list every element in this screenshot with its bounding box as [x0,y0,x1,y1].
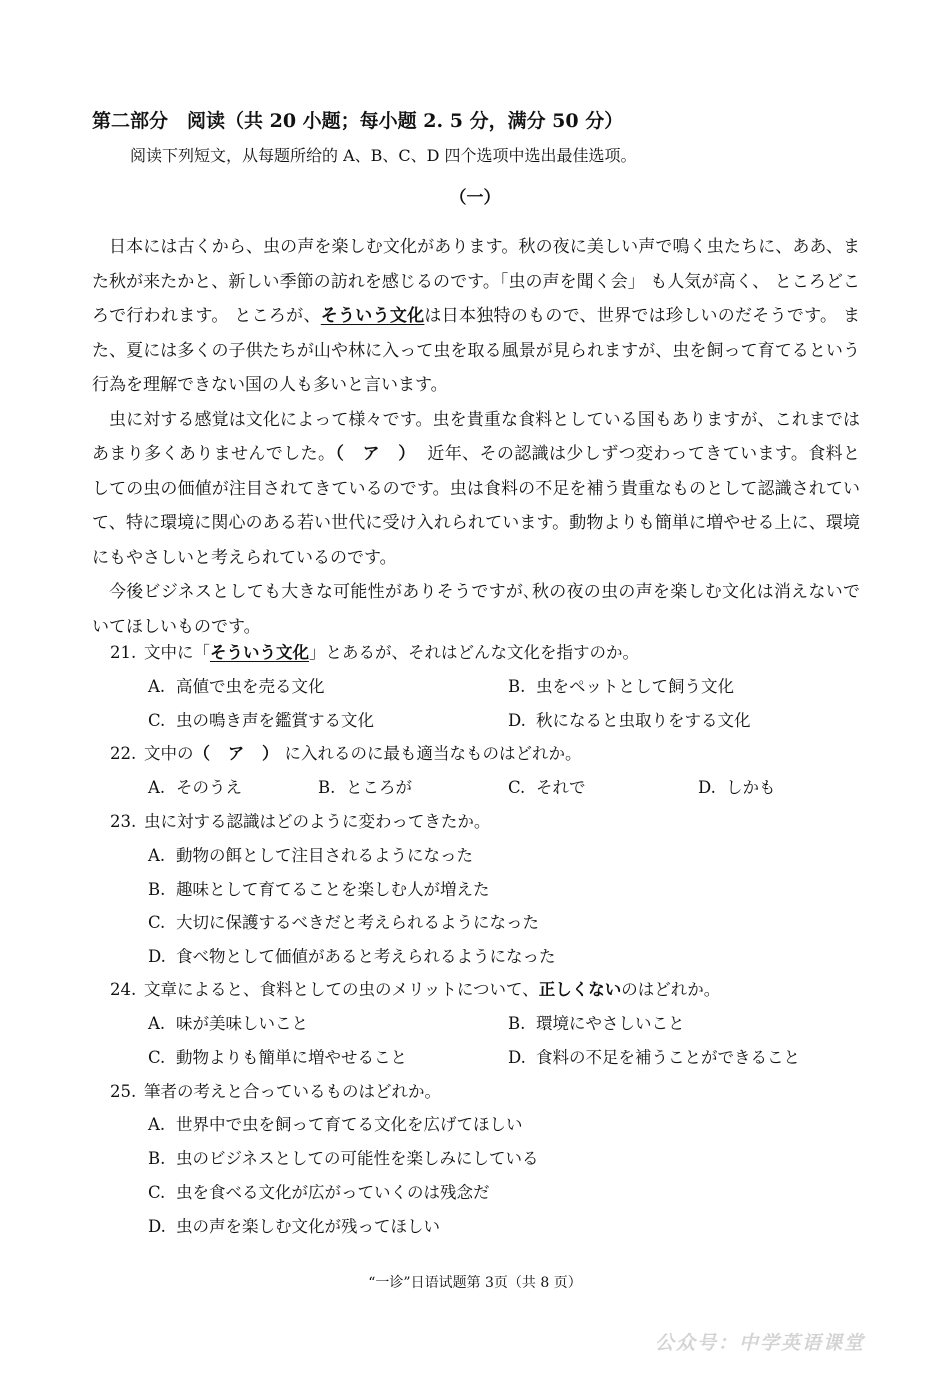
question-text: 」とあるが、それはどんな文化を指すのか。 [309,643,639,662]
option-letter: C. [148,1048,166,1067]
option-letter: A. [148,778,166,797]
paragraph-text: 今後ビジネスとしても大きな可能性がありそうですが､秋の夜の虫の声を楽しむ文化は消えないでいてほしいものです。 [92,582,860,637]
option-letter: C. [148,711,166,730]
question-text: のはどれか。 [621,980,721,999]
question-number: 23. [110,812,137,831]
q23-option-d[interactable] [148,943,556,967]
paragraph-text: は日本独特のもので、世界では珍しいのだそうです。 また、夏には多くの子供たちが山や林に入って虫を取る風景が見られますが、虫を飼って育てるという行為を理解できない国の人も多いと言います。 [92,306,861,395]
option-letter: D. [148,947,166,966]
option-text: 虫のビジネスとしての可能性を楽しみにしている [176,1149,539,1168]
q24-option-a[interactable] [148,1010,308,1034]
section-title: 第二部分 阅读（共 20 小题；每小题 2. 5 分，满分 50 分） [92,110,624,132]
option-text: ところが [346,778,412,797]
passage-number: （一） [449,188,501,208]
page-footer: “一诊”日语试题第 3页（共 8 页） [368,1275,582,1291]
option-text: 虫を食べる文化が広がっていくのは残念だ [176,1183,490,1202]
q23-option-a[interactable] [148,842,473,866]
option-text: 味が美味しいこと [176,1014,308,1033]
q21-option-d[interactable] [508,707,751,731]
option-text: 秋になると虫取りをする文化 [536,711,751,730]
paragraph-3 [92,575,860,644]
q22-option-c[interactable] [508,774,586,798]
option-text: 動物よりも簡単に増やせること [176,1048,407,1067]
option-text: しかも [726,778,776,797]
blank-marker: （ ア ） [193,744,285,763]
underlined-phrase: そういう文化 [210,643,309,662]
underlined-phrase: そういう文化 [320,306,425,326]
question-text: 虫に対する認識はどのように変わってきたか。 [144,812,491,831]
q25-option-d[interactable] [148,1213,440,1237]
option-text: 虫の鳴き声を鑑賞する文化 [176,711,374,730]
option-text: 高値で虫を売る文化 [176,677,325,696]
reading-passage [92,230,860,644]
paragraph-text: 日本には古くから、虫の声を楽しむ文化があります。秋の夜に美しい声で鳴く虫たちに、ああ、また秋が来たかと、新しい季節の訪れを感じるのです。「虫の声を聞く会」 も人気が高く、 ところどころで行われます。 ところが、 [92,237,860,326]
option-letter: B. [318,778,336,797]
option-letter: C. [148,1183,166,1202]
q21-option-a[interactable] [148,673,325,697]
question-number: 22. [110,744,137,763]
option-letter: D. [148,1217,166,1236]
question-22 [110,740,582,764]
question-21 [110,639,639,663]
option-letter: C. [508,778,526,797]
q22-option-b[interactable] [318,774,412,798]
blank-marker: （ ア ） [335,444,422,464]
option-letter: D. [508,711,526,730]
option-letter: B. [508,677,526,696]
emphasized-text: 正しくない [538,980,622,999]
q23-option-b[interactable] [148,876,490,900]
question-23 [110,808,490,832]
q25-option-c[interactable] [148,1179,490,1203]
paragraph-text: 虫に対する感覚は文化によって様々です。虫を貴重な食料としている国もありますが、これまではあまり多くありませんでした。 [92,409,860,464]
paragraph-text: 近年、その認識は少しずつ変わってきています。食料としての虫の価値が注目されてきているのです。虫は食料の不足を補う貴重なものとして認識されていて、特に環境に関心のある若い世代に受け入れられています。動物よりも簡単に増やせる上に、環境にもやさしいと考えられているのです。 [92,444,861,568]
option-text: 虫の声を楽しむ文化が残ってほしい [176,1217,440,1236]
option-letter: A. [148,1115,166,1134]
q24-option-c[interactable] [148,1044,407,1068]
question-number: 25. [110,1082,137,1101]
q22-option-d[interactable] [698,774,776,798]
question-text: に入れるのに最も適当なものはどれか。 [284,744,582,763]
option-text: 世界中で虫を飼って育てる文化を広げてほしい [176,1115,523,1134]
option-letter: A. [148,677,166,696]
option-text: それで [536,778,586,797]
q24-option-b[interactable] [508,1010,685,1034]
option-letter: B. [148,880,166,899]
q24-option-d[interactable] [508,1044,800,1068]
option-letter: B. [148,1149,166,1168]
option-text: 虫をペットとして飼う文化 [536,677,734,696]
option-text: 食べ物として価値があると考えられるようになった [176,947,556,966]
q21-option-c[interactable] [148,707,374,731]
question-25 [110,1078,441,1102]
question-text: 文中に「 [144,643,210,662]
option-text: 動物の餌として注目されるようになった [176,846,473,865]
option-text: そのうえ [176,778,242,797]
question-24 [110,976,720,1000]
paragraph-2 [92,403,860,576]
q25-option-a[interactable] [148,1111,523,1135]
option-text: 食料の不足を補うことができること [536,1048,800,1067]
option-letter: B. [508,1014,526,1033]
option-letter: D. [508,1048,526,1067]
option-letter: C. [148,913,166,932]
option-letter: A. [148,846,166,865]
q23-option-c[interactable] [148,909,539,933]
option-letter: A. [148,1014,166,1033]
watermark: 公众号：中学英语课堂 [655,1332,866,1354]
option-text: 趣味として育てることを楽しむ人が増えた [176,880,490,899]
instruction: 阅读下列短文，从每题所给的 A、B、C、D 四个选项中选出最佳选项。 [130,146,637,165]
question-number: 24. [110,980,137,999]
question-number: 21. [110,643,137,662]
paragraph-1 [92,230,860,403]
question-text: 文章によると、食料としての虫のメリットについて、 [144,980,539,999]
option-letter: D. [698,778,716,797]
q21-option-b[interactable] [508,673,734,697]
question-text: 文中の [144,744,194,763]
option-text: 環境にやさしいこと [536,1014,685,1033]
question-text: 筆者の考えと合っているものはどれか。 [144,1082,441,1101]
q22-option-a[interactable] [148,774,242,798]
option-text: 大切に保護するべきだと考えられるようになった [176,913,539,932]
q25-option-b[interactable] [148,1145,539,1169]
